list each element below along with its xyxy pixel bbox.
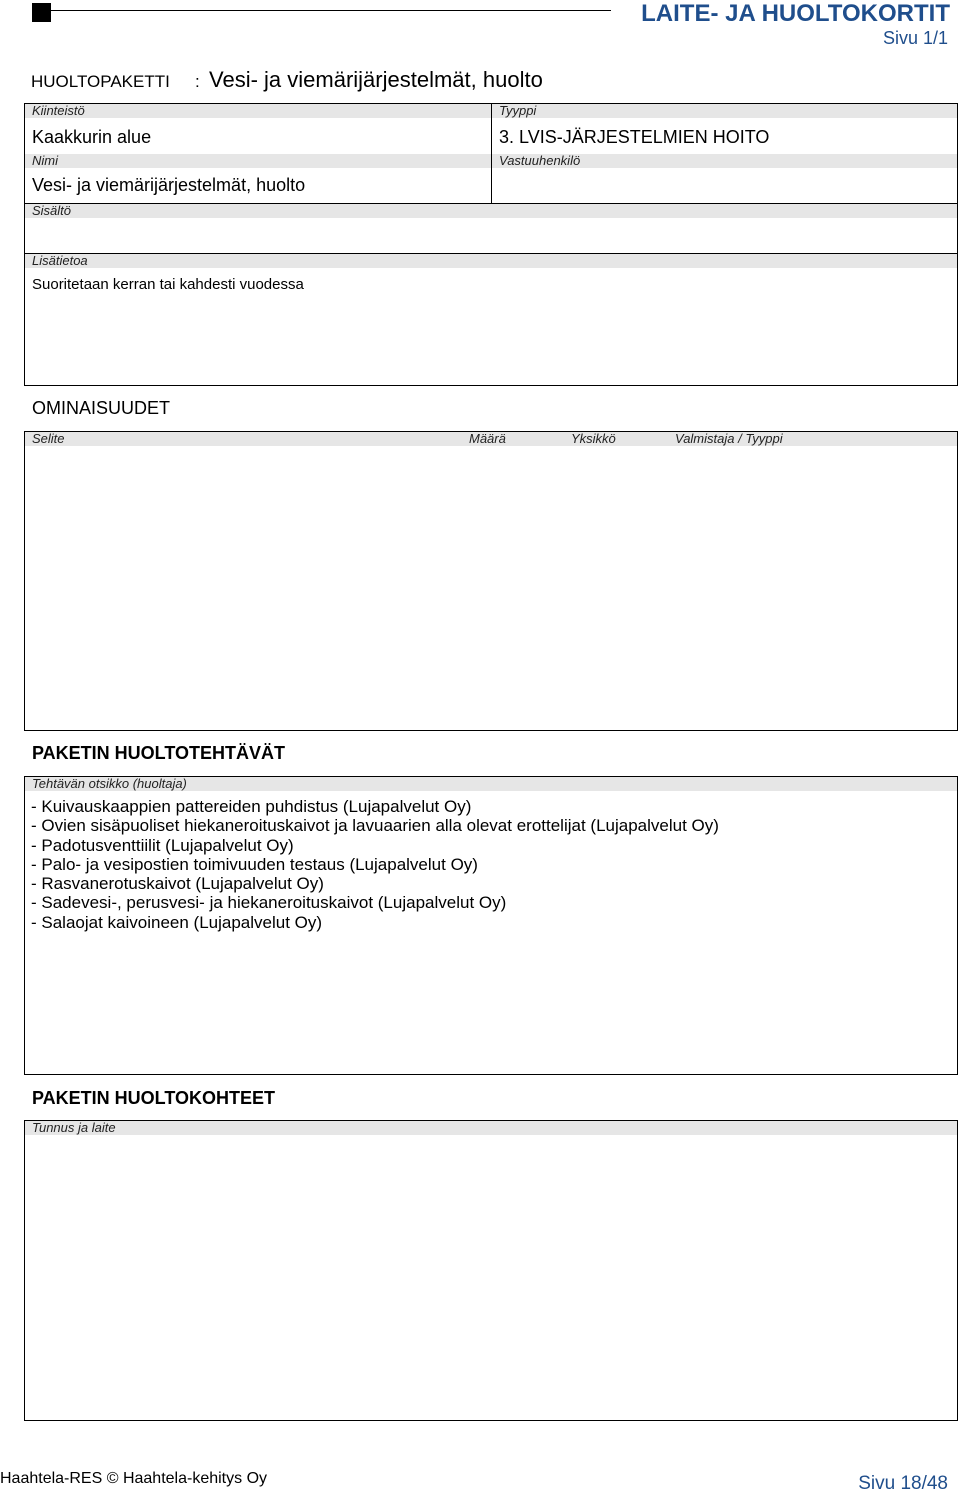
tyyppi-label: Tyyppi <box>492 104 957 118</box>
column-yksikko: Yksikkö <box>571 431 616 446</box>
column-valmistaja: Valmistaja / Tyyppi <box>675 431 783 446</box>
footer-page-number: Sivu 18/48 <box>858 1473 948 1494</box>
task-item: - Kuivauskaappien pattereiden puhdistus (Lujapalvelut Oy) <box>31 797 472 816</box>
task-item: - Sadevesi-, perusvesi- ja hiekaneroituskaivot (Lujapalvelut Oy) <box>31 893 507 913</box>
sisalto-label: Sisältö <box>25 204 491 218</box>
lisatietoa-value: Suoritetaan kerran tai kahdesti vuodessa <box>32 276 304 293</box>
package-label: HUOLTOPAKETTI <box>31 72 170 91</box>
nimi-value: Vesi- ja viemärijärjestelmät, huolto <box>32 175 306 195</box>
task-item: - Salaojat kaivoineen (Lujapalvelut Oy) <box>31 912 323 932</box>
header-rule <box>51 10 611 11</box>
huoltokohteet-title: PAKETIN HUOLTOKOHTEET <box>32 1088 275 1108</box>
huoltotehtavat-table <box>24 776 958 1075</box>
huoltotehtavat-title: PAKETIN HUOLTOTEHTÄVÄT <box>32 743 285 763</box>
task-item: - Rasvanerotuskaivot (Lujapalvelut Oy) <box>31 874 324 894</box>
kiinteisto-label: Kiinteistö <box>25 104 491 118</box>
task-item: - Padotusventtiilit (Lujapalvelut Oy) <box>31 835 294 855</box>
vastuuhenkilo-label: Vastuuhenkilö <box>492 154 957 168</box>
package-colon: : <box>195 72 200 91</box>
footer-copyright: Haahtela-RES © Haahtela-kehitys Oy <box>0 1470 268 1487</box>
lisatietoa-label: Lisätietoa <box>25 254 957 268</box>
task-item: - Ovien sisäpuoliset hiekaneroituskaivot ja lavuaarien alla olevat erottelijat (Lujapalvelut Oy) <box>31 816 719 836</box>
tehtava-column: Tehtävän otsikko (huoltaja) <box>25 777 957 791</box>
kiinteisto-value: Kaakkurin alue <box>32 127 152 147</box>
nimi-label: Nimi <box>25 154 491 168</box>
page-title: LAITE- JA HUOLTOKORTIT <box>641 0 950 27</box>
page-indicator: Sivu 1/1 <box>882 28 948 48</box>
tyyppi-value: 3. LVIS-JÄRJESTELMIEN HOITO <box>499 127 770 147</box>
header-marker <box>32 3 51 22</box>
huoltokohteet-table <box>24 1120 958 1421</box>
task-item: - Palo- ja vesipostien toimivuuden testaus (Lujapalvelut Oy) <box>31 854 478 874</box>
info-block <box>24 103 958 386</box>
package-name: Vesi- ja viemärijärjestelmät, huolto <box>209 67 543 92</box>
ominaisuudet-title: OMINAISUUDET <box>32 398 171 418</box>
column-selite-label: Selite <box>32 431 65 446</box>
tunnus-column: Tunnus ja laite <box>25 1121 957 1135</box>
ominaisuudet-table <box>24 431 958 731</box>
column-maara: Määrä <box>469 431 506 446</box>
task-list <box>31 797 719 932</box>
